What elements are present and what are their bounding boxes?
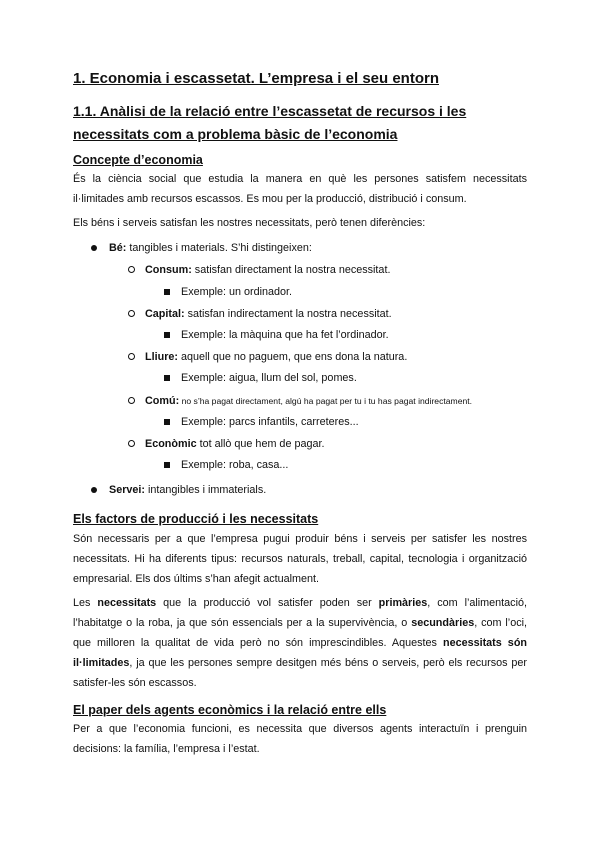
list-item-capital xyxy=(145,306,392,322)
example-consum: Exemple: un ordinador. xyxy=(181,286,293,298)
bullet-circle xyxy=(128,310,135,317)
bullet-square xyxy=(164,332,170,338)
text-run-bold: necessitats són il·limitades xyxy=(73,637,528,669)
bullet-circle xyxy=(128,440,135,447)
bullet-dot xyxy=(91,245,97,251)
paragraph-necessitats xyxy=(73,593,527,693)
economic-label: Econòmic xyxy=(145,438,197,450)
list-item-be xyxy=(109,240,312,256)
bullet-dot xyxy=(91,487,97,493)
comu-label: Comú: xyxy=(145,395,180,407)
be-text: tangibles i materials. S’hi distingeixen: xyxy=(126,242,312,254)
servei-text: intangibles i immaterials. xyxy=(145,484,267,496)
example-comu: Exemple: parcs infantils, carreteres... xyxy=(181,416,359,428)
consum-label: Consum: xyxy=(145,264,192,276)
bullet-square xyxy=(164,375,170,381)
paragraph-factors: Són necessaris per a que l’empresa pugui produir béns i serveis per satisfer les nostres necessitats. Hi ha diferents tipus: recursos naturals, treball, capital, tecnologia i organització empresarial. Els dos últims s’han afegit actualment. xyxy=(73,533,527,585)
bullet-circle xyxy=(128,353,135,360)
heading-concepte-economia: Concepte d’economia xyxy=(73,153,203,167)
servei-label: Servei: xyxy=(109,484,146,496)
comu-text: no s’ha pagat directament, algú ha pagat per tu i tu has pagat indirectament. xyxy=(179,396,473,406)
capital-text: satisfan indirectament la nostra necessitat. xyxy=(184,308,392,320)
paragraph-agents: Per a que l’economia funcioni, es necessita que diversos agents interactuïn i prenguin decisions: la família, l’empresa i l’estat. xyxy=(73,723,527,755)
text-run: , ja que les persones sempre desitgen més béns o serveis, però els recursos per satisfer-les són escassos. xyxy=(73,657,527,689)
page-title: 1. Economia i escassetat. L’empresa i el seu entorn xyxy=(73,70,439,87)
paragraph-definition: És la ciència social que estudia la manera en què les persones satisfem necessitats il·limitades amb recursos escassos. Es mou per la producció, distribució i consum. xyxy=(73,173,527,205)
lliure-label: Lliure: xyxy=(145,351,178,363)
list-item-economic xyxy=(145,436,324,452)
list-item-servei xyxy=(109,482,266,498)
bullet-square xyxy=(164,462,170,468)
text-run: que la producció vol satisfer poden ser xyxy=(156,597,379,609)
consum-text: satisfan directament la nostra necessitat. xyxy=(191,264,391,276)
example-economic: Exemple: roba, casa... xyxy=(181,459,289,471)
bullet-square xyxy=(164,289,170,295)
list-item-lliure xyxy=(145,349,407,365)
paragraph-bens-serveis: Els béns i serveis satisfan les nostres necessitats, però tenen diferències: xyxy=(73,217,426,229)
list-item-comu xyxy=(145,393,472,409)
be-label: Bé: xyxy=(109,242,127,254)
economic-text: tot allò que hem de pagar. xyxy=(196,438,325,450)
list-item-consum xyxy=(145,262,390,278)
bullet-circle xyxy=(128,397,135,404)
text-run-bold: necessitats xyxy=(97,597,157,609)
bullet-circle xyxy=(128,266,135,273)
heading-factors-produccio: Els factors de producció i les necessitats xyxy=(73,512,319,526)
example-lliure: Exemple: aigua, llum del sol, pomes. xyxy=(181,372,357,384)
section-subtitle: 1.1. Anàlisi de la relació entre l’escassetat de recursos i les necessitats com a problema bàsic de l’economia xyxy=(73,103,467,142)
capital-label: Capital: xyxy=(145,308,185,320)
text-run: , com l’oci, que milloren la qualitat de vida però no són imprescindibles. Aquestes xyxy=(73,617,527,649)
text-run-bold: primàries xyxy=(378,597,428,609)
text-run: , com l’alimentació, l’habitatge o la roba, ja que són essencials per a la supervivència, o xyxy=(73,597,527,629)
heading-agents-economics: El paper dels agents econòmics i la relació entre ells xyxy=(73,703,387,717)
text-run: Les xyxy=(73,597,98,609)
example-capital: Exemple: la màquina que ha fet l’ordinador. xyxy=(181,329,389,341)
lliure-text: aquell que no paguem, que ens dona la natura. xyxy=(178,351,408,363)
text-run-bold: secundàries xyxy=(411,617,475,629)
bullet-square xyxy=(164,419,170,425)
